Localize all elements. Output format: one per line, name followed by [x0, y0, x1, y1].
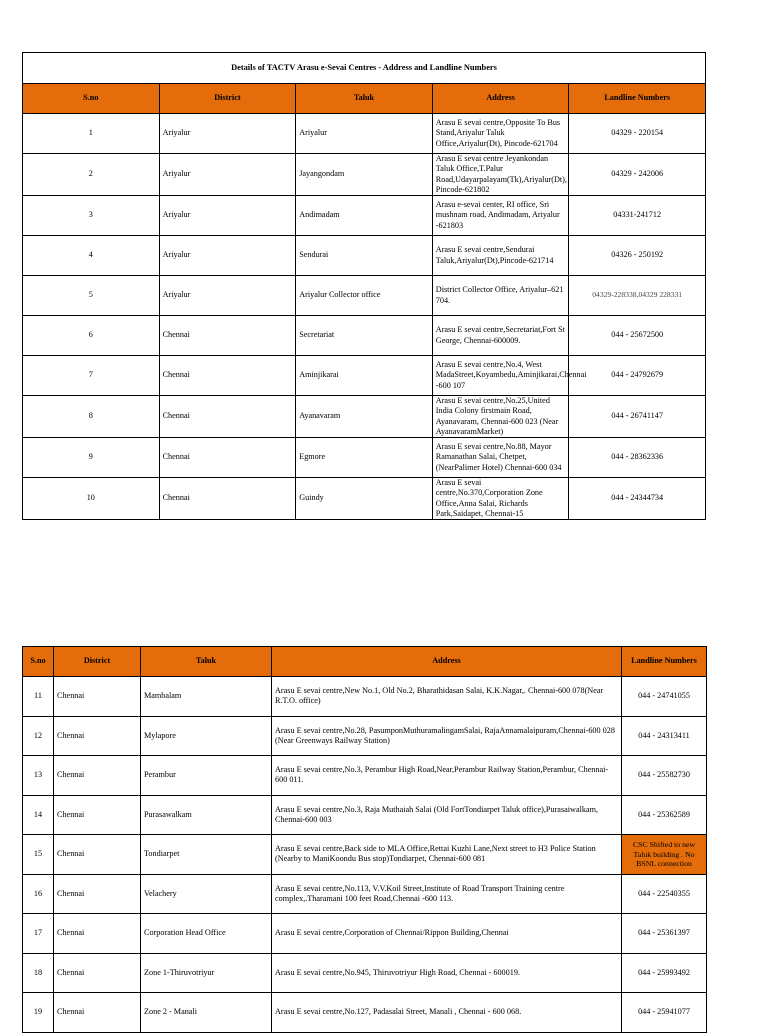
cell-sno: 10	[23, 478, 160, 520]
cell-taluk: Ariyalur	[296, 114, 433, 154]
cell-district: Chennai	[159, 396, 296, 438]
table-row	[23, 438, 706, 478]
table-row	[23, 835, 707, 875]
cell-landline: 044 - 26741147	[569, 396, 706, 438]
cell-address: Arasu E sevai centre,No.28, PasumponMuthuramalingamSalai, RajaAnnamalaipuram,Chennai-600 028 (Near Greenways Railway Station)	[272, 716, 622, 756]
cell-landline: 04329 - 242006	[569, 154, 706, 196]
cell-district: Ariyalur	[159, 276, 296, 316]
table-caption: Details of TACTV Arasu e-Sevai Centres - Address and Landline Numbers	[23, 53, 706, 84]
cell-taluk: Corporation Head Office	[141, 914, 272, 954]
cell-taluk: Mambalam	[141, 677, 272, 717]
header-sno: S.no	[23, 84, 160, 114]
table-row	[23, 396, 706, 438]
cell-address: District Collector Office, Ariyalur–621 704.	[432, 276, 569, 316]
cell-address: Arasu E sevai centre,No.25,United India Colony firstmain Road, Ayanavaram, Chennai-600 023 (Near AyanavaramMarket)	[432, 396, 569, 438]
cell-district: Ariyalur	[159, 154, 296, 196]
cell-taluk: Velachery	[141, 874, 272, 914]
cell-address: Arasu E sevai centre,No.88, Mayor Ramanathan Salai, Chetpet,(NearPalimer Hotel) Chennai-600 034	[432, 438, 569, 478]
cell-sno: 13	[23, 756, 54, 796]
cell-sno: 11	[23, 677, 54, 717]
header-row	[23, 647, 707, 677]
header-address: Address	[272, 647, 622, 677]
table-row	[23, 114, 706, 154]
table-row	[23, 478, 706, 520]
cell-landline: 04326 - 250192	[569, 236, 706, 276]
cell-sno: 5	[23, 276, 160, 316]
cell-district: Ariyalur	[159, 196, 296, 236]
header-address: Address	[432, 84, 569, 114]
cell-taluk: Zone 1-Thiruvotriyur	[141, 953, 272, 993]
cell-sno: 1	[23, 114, 160, 154]
cell-district: Ariyalur	[159, 236, 296, 276]
cell-landline: 044 - 25993492	[622, 953, 707, 993]
cell-district: Chennai	[159, 478, 296, 520]
table-row	[23, 993, 707, 1033]
cell-landline: CSC Shifted to new Taluk building . No BSNL connection	[622, 835, 707, 875]
cell-district: Chennai	[54, 874, 141, 914]
cell-address: Arasu E sevai centre Jeyankondan Taluk Office,T.Palur Road,Udayarpalayam(Tk),Ariyalur(Dt), Pincode-621802	[432, 154, 569, 196]
cell-taluk: Jayangondam	[296, 154, 433, 196]
cell-taluk: Tondiarpet	[141, 835, 272, 875]
cell-sno: 7	[23, 356, 160, 396]
centres-table-2	[22, 646, 707, 1033]
cell-district: Chennai	[159, 316, 296, 356]
cell-address: Arasu E sevai centre,New No.1, Old No.2, Bharathidasan Salai, K.K.Nagar,. Chennai-600 078(Near R.T.O. office)	[272, 677, 622, 717]
cell-landline: 044 - 28362336	[569, 438, 706, 478]
cell-taluk: Mylapore	[141, 716, 272, 756]
cell-taluk: Secretariat	[296, 316, 433, 356]
cell-landline: 04329-228338,04329 228331	[569, 276, 706, 316]
cell-sno: 2	[23, 154, 160, 196]
cell-sno: 14	[23, 795, 54, 835]
table-row	[23, 196, 706, 236]
cell-taluk: Zone 2 - Manali	[141, 993, 272, 1033]
cell-landline: 044 - 25582730	[622, 756, 707, 796]
table-row	[23, 874, 707, 914]
cell-district: Chennai	[159, 356, 296, 396]
cell-address: Arasu E sevai centre,No.4, West MadaStreet,Koyambedu,Aminjikarai,Chennai -600 107	[432, 356, 569, 396]
cell-sno: 12	[23, 716, 54, 756]
table-row	[23, 716, 707, 756]
header-taluk: Taluk	[296, 84, 433, 114]
cell-sno: 9	[23, 438, 160, 478]
cell-address: Arasu E sevai centre,Back side to MLA Office,Rettai Kuzhi Lane,Next street to H3 Police Station (Nearby to ManiKoondu Bus stop)Tondiarpet, Chennai-600 081	[272, 835, 622, 875]
table-row	[23, 316, 706, 356]
cell-landline: 044 - 25362589	[622, 795, 707, 835]
cell-landline: 044 - 25361397	[622, 914, 707, 954]
cell-landline: 044 - 24792679	[569, 356, 706, 396]
header-district: District	[54, 647, 141, 677]
cell-address: Arasu E sevai centre,No.370,Corporation Zone Office,Anna Salai, Richards Park,Saidapet, Chennai-15	[432, 478, 569, 520]
centres-table-1	[22, 52, 706, 520]
cell-sno: 3	[23, 196, 160, 236]
table-row	[23, 795, 707, 835]
cell-taluk: Ayanavaram	[296, 396, 433, 438]
cell-landline: 044 - 25941077	[622, 993, 707, 1033]
header-landline: Landline Numbers	[569, 84, 706, 114]
cell-address: Arasu E sevai centre,Secretariat,Fort St George, Chennai-600009.	[432, 316, 569, 356]
cell-district: Chennai	[54, 716, 141, 756]
cell-address: Arasu E sevai centre,No.127, Padasalai Street, Manali , Chennai - 600 068.	[272, 993, 622, 1033]
cell-address: Arasu E sevai centre,No.3, Perambur High Road,Near,Perambur Railway Station,Perambur, Chennai-600 011.	[272, 756, 622, 796]
cell-sno: 16	[23, 874, 54, 914]
cell-sno: 4	[23, 236, 160, 276]
table-row	[23, 756, 707, 796]
table-row	[23, 914, 707, 954]
table-row	[23, 356, 706, 396]
cell-address: Arasu E sevai centre,No.945, Thiruvotriyur High Road, Chennai - 600019.	[272, 953, 622, 993]
cell-taluk: Perambur	[141, 756, 272, 796]
cell-taluk: Ariyalur Collector office	[296, 276, 433, 316]
cell-address: Arasu E sevai centre,No.113, V.V.Koil Street,Institute of Road Transport Training centre complex,.Tharamani 100 feet Road,Chennai -600 113.	[272, 874, 622, 914]
header-landline: Landline Numbers	[622, 647, 707, 677]
cell-address: Arasu E sevai centre,Opposite To Bus Stand,Ariyalur Taluk Office,Ariyalur(Dt), Pincode-621704	[432, 114, 569, 154]
cell-address: Arasu E sevai centre,No.3, Raja Muthaiah Salai (Old FortTondiarpet Taluk office),Purasaiwalkam, Chennai-600 003	[272, 795, 622, 835]
cell-sno: 8	[23, 396, 160, 438]
table-row	[23, 154, 706, 196]
cell-taluk: Aminjikarai	[296, 356, 433, 396]
cell-taluk: Andimadam	[296, 196, 433, 236]
cell-taluk: Sendurai	[296, 236, 433, 276]
header-sno: S.no	[23, 647, 54, 677]
cell-address: Arasu E sevai centre,Corporation of Chennai/Rippon Building,Chennai	[272, 914, 622, 954]
cell-landline: 04329 - 220154	[569, 114, 706, 154]
cell-district: Chennai	[54, 953, 141, 993]
table-row	[23, 953, 707, 993]
cell-landline: 04331-241712	[569, 196, 706, 236]
cell-taluk: Purasawalkam	[141, 795, 272, 835]
cell-district: Chennai	[159, 438, 296, 478]
cell-district: Ariyalur	[159, 114, 296, 154]
cell-landline: 044 - 24313411	[622, 716, 707, 756]
cell-landline: 044 - 24344734	[569, 478, 706, 520]
cell-landline: 044 - 22540355	[622, 874, 707, 914]
header-district: District	[159, 84, 296, 114]
table-row	[23, 236, 706, 276]
cell-sno: 19	[23, 993, 54, 1033]
header-row	[23, 84, 706, 114]
cell-address: Arasu E sevai centre,Sendurai Taluk,Ariyalur(Dt),Pincode-621714	[432, 236, 569, 276]
cell-district: Chennai	[54, 835, 141, 875]
table-row	[23, 276, 706, 316]
cell-sno: 6	[23, 316, 160, 356]
table-row	[23, 677, 707, 717]
cell-district: Chennai	[54, 993, 141, 1033]
cell-taluk: Guindy	[296, 478, 433, 520]
cell-address: Arasu e-sevai center, RI office, Sri mushnam road, Andimadam, Ariyalur -621803	[432, 196, 569, 236]
cell-taluk: Egmore	[296, 438, 433, 478]
cell-district: Chennai	[54, 795, 141, 835]
cell-sno: 15	[23, 835, 54, 875]
cell-district: Chennai	[54, 756, 141, 796]
cell-district: Chennai	[54, 914, 141, 954]
cell-landline: 044 - 25672500	[569, 316, 706, 356]
cell-landline: 044 - 24741055	[622, 677, 707, 717]
header-taluk: Taluk	[141, 647, 272, 677]
cell-sno: 18	[23, 953, 54, 993]
cell-district: Chennai	[54, 677, 141, 717]
cell-sno: 17	[23, 914, 54, 954]
